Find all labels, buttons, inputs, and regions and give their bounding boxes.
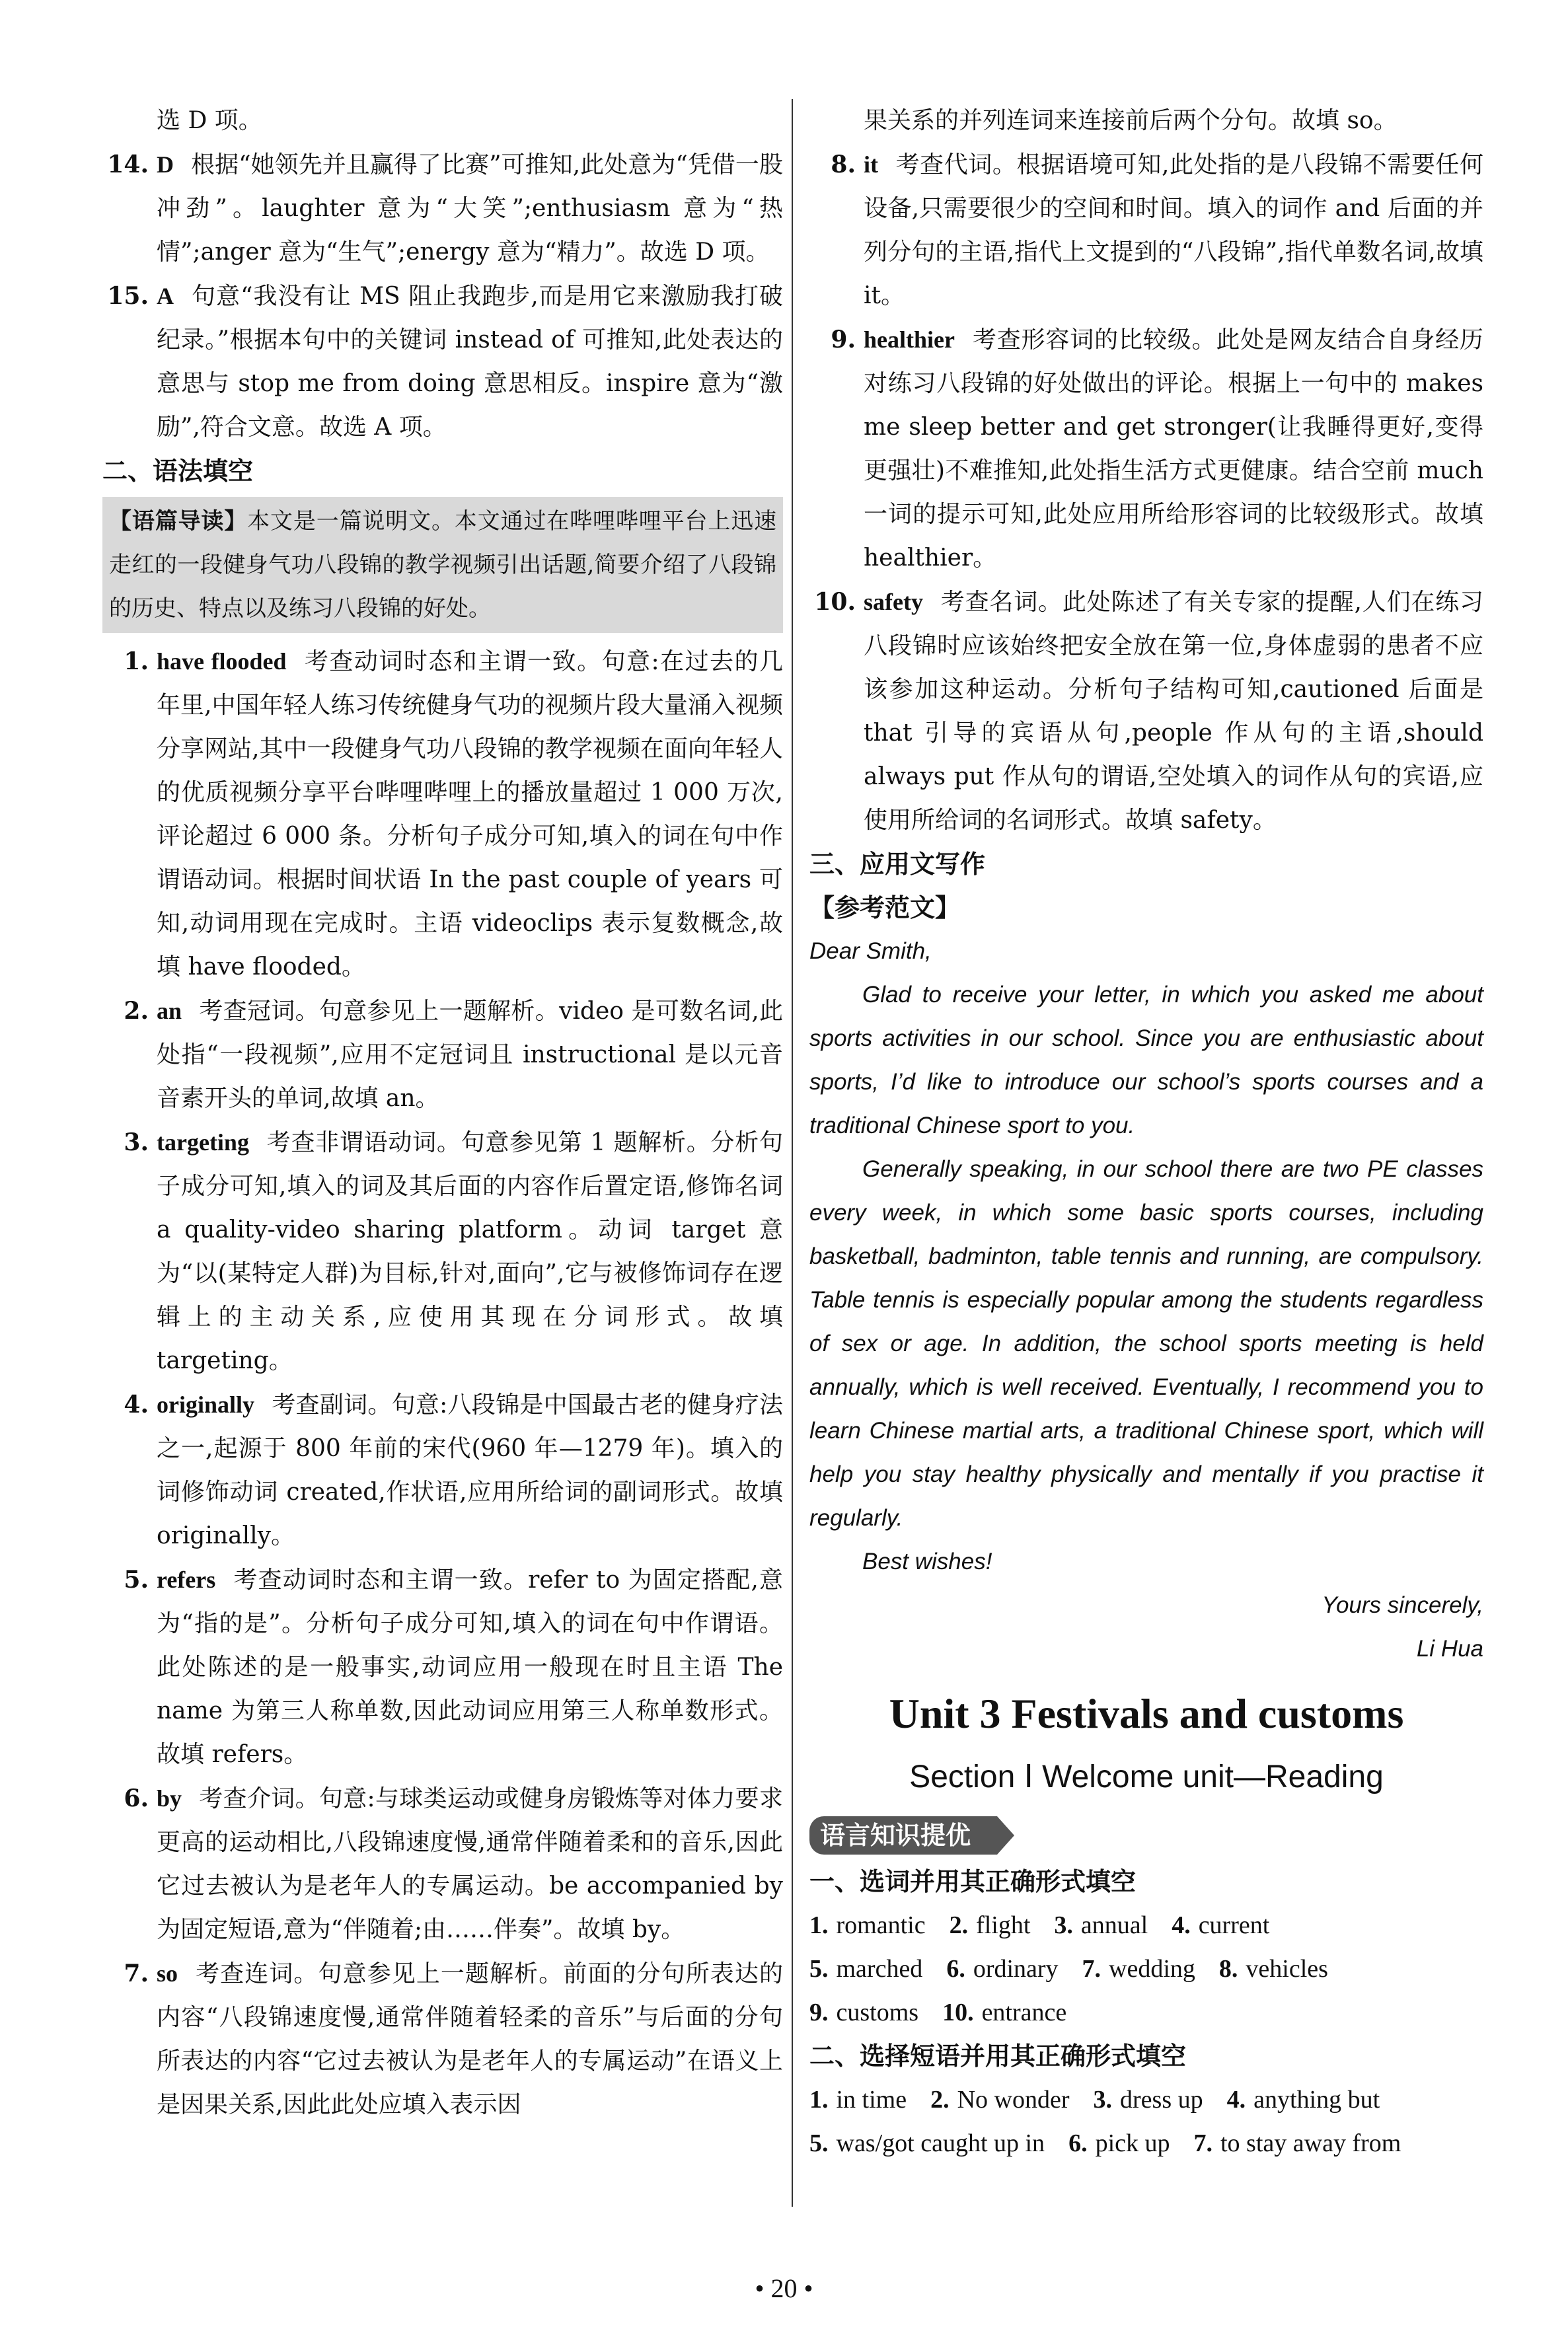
answer-explanation: 根据“她领先并且赢得了比赛”可推知,此处意为“凭借一股冲劲”。laughter 意为“大笑”;enthusiasm 意为“热情”;anger 意为“生气”;energy 意为“精力”。故选 D 项。	[157, 151, 783, 266]
right-column	[809, 99, 1483, 2165]
answer-number: 6.	[946, 1955, 965, 1983]
answer-number: 4.	[1172, 1911, 1191, 1939]
answer-explanation: 考查代词。根据语境可知,此处指的是八段锦不需要任何设备,只需要很少的空间和时间。填入的词作 and 后面的并列分句的主语,指代上文提到的“八段锦”,指代单数名词,故填 it。	[864, 151, 1483, 309]
left-column	[102, 99, 783, 2127]
answer-key: A	[157, 283, 174, 309]
answer-14	[102, 143, 783, 274]
letter-signature: Li Hua	[1416, 1636, 1483, 1662]
answer-word: in time	[836, 2086, 907, 2114]
answer-word: No wonder	[957, 2086, 1070, 2114]
letter-paragraph-1: Glad to receive your letter, in which you asked me about sports activities in our school. Since you are enthusiastic about sports, I’d like to introduce our school’s sports courses and a traditional Chinese sport to you.	[809, 982, 1483, 1138]
answer-explanation: 考查副词。句意:八段锦是中国最古老的健身疗法之一,起源于 800 年前的宋代(960 年—1279 年)。填入的词修饰动词 created,作状语,应用所给词的副词形式。故填 originally。	[157, 1391, 783, 1549]
part1-heading: 一、选词并用其正确形式填空	[809, 1867, 1137, 1896]
answer-word: wedding	[1109, 1955, 1195, 1983]
answer-number: 5.	[124, 1566, 149, 1594]
answer-word: marched	[836, 1955, 923, 1983]
answer-number: 6.	[1068, 2129, 1088, 2157]
answer-word: vehicles	[1246, 1955, 1328, 1983]
answer-number: 1.	[809, 1911, 829, 1939]
answer-number: 10.	[814, 588, 856, 616]
answer-explanation: 考查名词。此处陈述了有关专家的提醒,人们在练习八段锦时应该始终把安全放在第一位,身体虚弱的患者不应该参加这种运动。分析句子结构可知,cautioned 后面是 that 引导的宾语从句,people 作从句的主语,should always put 作从句的谓语,空处填入的词作从句的宾语,应使用所给词的名词形式。故填 safety。	[864, 589, 1483, 834]
section-heading-writing: 三、应用文写作	[809, 850, 986, 879]
answer-number: 1.	[124, 647, 149, 675]
answer-word: customs	[836, 1999, 919, 2026]
letter-paragraph-2: Generally speaking, in our school there are two PE classes every week, in which some basic sports courses, including basketball, badminton, table tennis and running, are compulsory. Table tennis is especially popular among the students regardless of sex or age. In addition, the school sports meeting is held annually, which is well received. Eventually, I recommend you to learn Chinese martial arts, a traditional Chinese sport, which will help you stay healthy physically and mentally if you practise it regularly.	[809, 1156, 1483, 1531]
answer-key: healthier	[864, 326, 955, 353]
answer-number: 9.	[809, 1999, 829, 2026]
answer-key: it	[864, 151, 878, 178]
answer-number: 3.	[1093, 2086, 1113, 2114]
grammar-answer-3	[102, 1121, 783, 1383]
answer-number: 9.	[831, 326, 856, 353]
answer-key: by	[157, 1785, 182, 1812]
answer-number: 14.	[107, 151, 149, 178]
answer-15	[102, 274, 783, 449]
answer-row	[809, 1947, 1483, 1991]
answer-number: 2.	[930, 2086, 950, 2114]
section-title: Section Ⅰ Welcome unit—Reading	[909, 1759, 1384, 1794]
answer-explanation: 考查形容词的比较级。此处是网友结合自身经历对练习八段锦的好处做出的评论。根据上一句中的 makes me sleep better and get stronger(让我睡得更好,变得更强壮)不难推知,此处指生活方式更健康。结合空前 much 一词的提示可知,此处应用所给形容词的比较级形式。故填 healthier。	[864, 326, 1483, 572]
part1-answers	[809, 1903, 1483, 2034]
answer-number: 5.	[809, 1955, 829, 1983]
answer-number: 1.	[809, 2086, 829, 2114]
answer-word: pick up	[1095, 2129, 1170, 2157]
answer-key: safety	[864, 589, 923, 615]
answer-word: entrance	[981, 1999, 1067, 2026]
answer-explanation: 考查介词。句意:与球类运动或健身房锻炼等对体力要求更高的运动相比,八段锦速度慢,通常伴随着柔和的音乐,因此它过去被认为是老年人的专属运动。be accompanied by 为固定短语,意为“伴随着;由……伴奏”。故填 by。	[157, 1785, 783, 1943]
answer-number: 2.	[124, 997, 149, 1025]
answer-explanation: 考查连词。句意参见上一题解析。前面的分句所表达的内容“八段锦速度慢,通常伴随着轻柔的音乐”与后面的分句所表达的内容“它过去被认为是老年人的专属运动”在语义上是因果关系,因此此处应填入表示因	[157, 1960, 783, 2118]
grammar-answer-5	[102, 1558, 783, 1777]
grammar-answer-8	[809, 143, 1483, 318]
answer-key: D	[157, 151, 174, 178]
answer-number: 5.	[809, 2129, 829, 2157]
letter-sign-off: Yours sincerely,	[1322, 1592, 1483, 1618]
answer-number: 2.	[949, 1911, 969, 1939]
answer-number: 8.	[831, 151, 856, 178]
answer-word: anything but	[1253, 2086, 1380, 2114]
grammar-answer-10	[809, 580, 1483, 842]
answer-explanation: 考查非谓语动词。句意参见第 1 题解析。分析句子成分可知,填入的词及其后面的内容作后置定语,修饰名词 a quality-video sharing platform。动词 target 意为“以(某特定人群)为目标,针对,面向”,它与被修饰词存在逻辑上的主动关系,应使用其现在分词形式。故填 targeting。	[157, 1129, 783, 1374]
answer-number: 4.	[1226, 2086, 1246, 2114]
answer-number: 8.	[1218, 1955, 1238, 1983]
page-number: • 20 •	[755, 2273, 813, 2303]
continued-answer-7: 果关系的并列连词来连接前后两个分句。故填 so。	[864, 107, 1398, 134]
answer-row	[809, 2078, 1483, 2122]
section-tag-label: 语言知识提优	[809, 1816, 997, 1855]
answer-key: refers	[157, 1567, 216, 1593]
answer-word: current	[1198, 1911, 1270, 1939]
column-divider	[792, 99, 793, 2207]
grammar-answer-4	[102, 1383, 783, 1558]
grammar-answer-6	[102, 1777, 783, 1952]
answer-number: 6.	[124, 1785, 149, 1812]
answer-number: 7.	[1193, 2129, 1213, 2157]
section-heading-grammar: 二、语法填空	[102, 457, 254, 486]
answer-key: an	[157, 998, 182, 1024]
answer-word: to stay away from	[1220, 2129, 1401, 2157]
part2-answers	[809, 2078, 1483, 2165]
answer-row	[809, 1991, 1483, 2034]
guide-text: 本文是一篇说明文。本文通过在哔哩哔哩平台上迅速走红的一段健身气功八段锦的教学视频引出话题,简要介绍了八段锦的历史、特点以及练习八段锦的好处。	[109, 508, 777, 622]
grammar-answer-7	[102, 1952, 783, 2127]
passage-guide-box	[102, 497, 783, 633]
answer-word: ordinary	[973, 1955, 1059, 1983]
answer-explanation: 考查动词时态和主谓一致。句意:在过去的几年里,中国年轻人练习传统健身气功的视频片段大量涌入视频分享网站,其中一段健身气功八段锦的教学视频在面向年轻人的优质视频分享平台哔哩哔哩上的播放量超过 1 000 万次,评论超过 6 000 条。分析句子成分可知,填入的词在句中作谓语动词。根据时间状语 In the past couple of years 可知,动词用现在完成时。主语 videoclips 表示复数概念,故填 have flooded。	[157, 648, 783, 980]
part2-heading: 二、选择短语并用其正确形式填空	[809, 2042, 1187, 2071]
answer-explanation: 句意“我没有让 MS 阻止我跑步,而是用它来激励我打破纪录。”根据本句中的关键词 instead of 可推知,此处表达的意思与 stop me from doing 意思相反。inspire 意为“激励”,符合文意。故选 A 项。	[157, 283, 783, 441]
grammar-answer-2	[102, 989, 783, 1121]
answer-number: 10.	[942, 1999, 974, 2026]
grammar-answer-1	[102, 640, 783, 989]
answer-key: originally	[157, 1391, 255, 1418]
answer-row	[809, 1903, 1483, 1947]
answer-number: 7.	[124, 1960, 149, 1987]
letter-closing: Best wishes!	[862, 1549, 992, 1574]
letter-greeting: Dear Smith,	[809, 938, 932, 964]
answer-explanation: 考查冠词。句意参见上一题解析。video 是可数名词,此处指“一段视频”,应用不定冠词且 instructional 是以元音音素开头的单词,故填 an。	[157, 998, 783, 1112]
answer-number: 7.	[1082, 1955, 1101, 1983]
answer-word: dress up	[1120, 2086, 1203, 2114]
answer-number: 15.	[107, 282, 149, 310]
answer-word: was/got caught up in	[836, 2129, 1045, 2157]
answer-word: annual	[1080, 1911, 1148, 1939]
answer-number: 3.	[1054, 1911, 1073, 1939]
continued-answer-13: 选 D 项。	[157, 107, 262, 134]
reference-essay-label: 【参考范文】	[809, 893, 961, 922]
answer-word: flight	[976, 1911, 1031, 1939]
grammar-answer-9	[809, 318, 1483, 580]
guide-label: 【语篇导读】	[109, 508, 248, 535]
unit-title: Unit 3 Festivals and customs	[889, 1690, 1404, 1737]
answer-key: so	[157, 1960, 178, 1987]
answer-row	[809, 2122, 1483, 2165]
answer-key: targeting	[157, 1129, 249, 1156]
answer-number: 4.	[124, 1391, 149, 1419]
answer-explanation: 考查动词时态和主谓一致。refer to 为固定搭配,意为“指的是”。分析句子成分可知,填入的词在句中作谓语。此处陈述的是一般事实,动词应用一般现在时且主语 The name 为第三人称单数,因此动词应用第三人称单数形式。故填 refers。	[157, 1567, 783, 1768]
answer-word: romantic	[836, 1911, 926, 1939]
answer-key: have flooded	[157, 648, 287, 675]
answer-number: 3.	[124, 1128, 149, 1156]
